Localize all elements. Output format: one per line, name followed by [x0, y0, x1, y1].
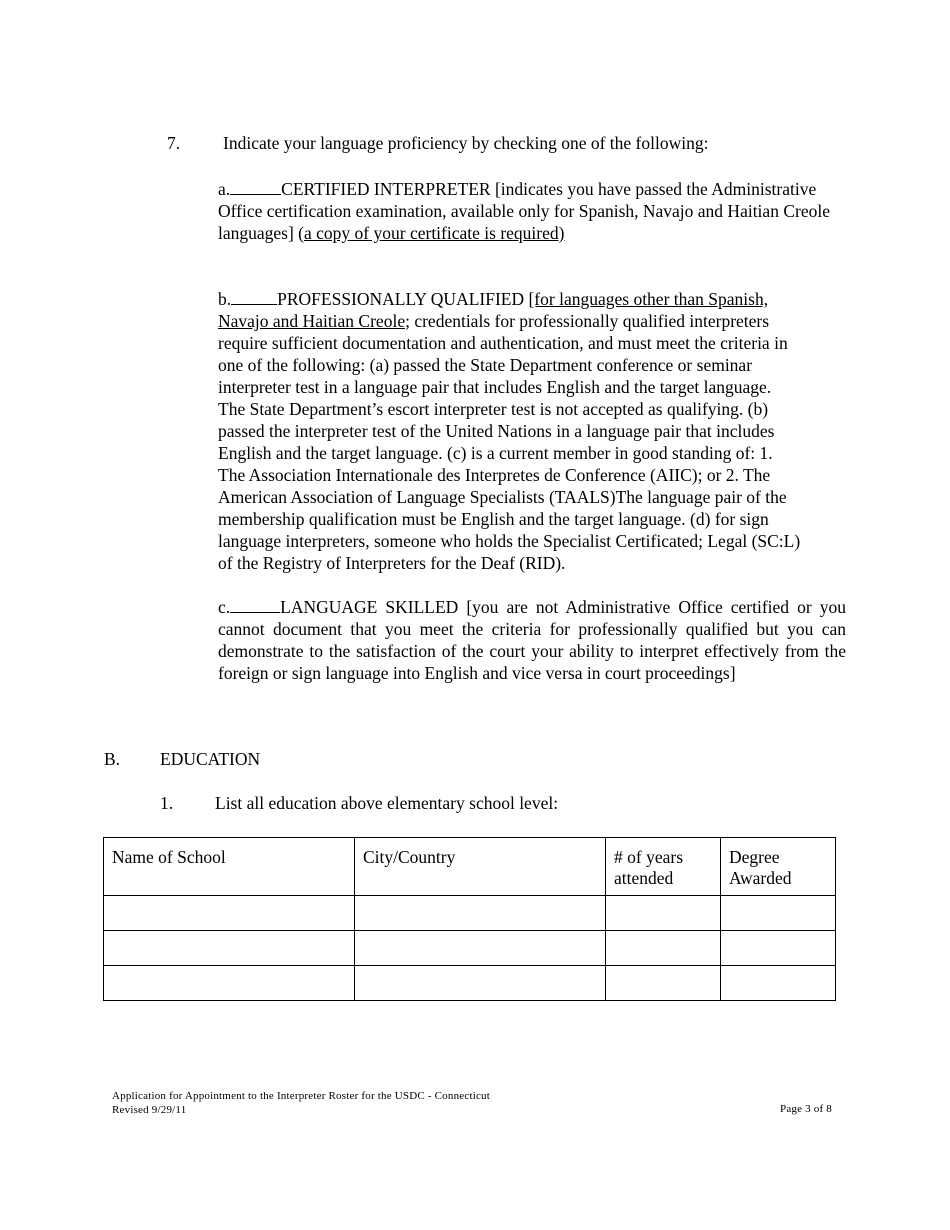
- table-row: [104, 896, 836, 931]
- footer-revised-date: Revised 9/29/11: [112, 1104, 187, 1116]
- school-name-cell[interactable]: [104, 966, 355, 1001]
- option-b-text: require sufficient documentation and authentication, and must meet the criteria in: [218, 333, 788, 353]
- option-a-requirement-note: a copy of your certificate is required): [304, 223, 565, 243]
- option-a-label: CERTIFIED INTERPRETER: [281, 179, 491, 199]
- option-c-prefix: c.: [218, 597, 231, 617]
- option-a-text-plain: languages] (: [218, 223, 305, 243]
- option-b-text: passed the interpreter test of the United Nations in a language pair that includes: [218, 421, 775, 441]
- option-a-line-3: [218, 222, 846, 244]
- option-b-text: of the Registry of Interpreters for the Deaf (RID).: [218, 553, 566, 573]
- option-language-skilled: [218, 596, 846, 684]
- option-b-text: language interpreters, someone who holds the Specialist Certificated; Legal (SC:L): [218, 531, 801, 551]
- option-b-checkbox-blank[interactable]: [231, 288, 277, 305]
- page-footer: [112, 1089, 490, 1117]
- option-c-checkbox-blank[interactable]: [230, 596, 280, 613]
- option-b-text: membership qualification must be English and the target language. (d) for sign: [218, 509, 769, 529]
- option-b-line-1: [218, 288, 846, 310]
- option-b-label: PROFESSIONALLY QUALIFIED: [277, 289, 529, 309]
- city-country-cell[interactable]: [355, 966, 606, 1001]
- footer-title: Application for Appointment to the Interpreter Roster for the USDC - Connecticut: [112, 1090, 491, 1102]
- degree-awarded-cell[interactable]: [721, 896, 836, 931]
- header-years-attended: # of years attended: [606, 838, 721, 896]
- page-number: Page 3 of 8: [780, 1103, 832, 1115]
- option-a-checkbox-blank[interactable]: [230, 178, 281, 195]
- header-city-country: City/Country: [355, 838, 606, 896]
- table-row: [104, 966, 836, 1001]
- option-c-paragraph: [218, 596, 846, 684]
- question-number: 7.: [167, 133, 181, 153]
- option-b-language-note: [for languages other than Spanish,: [528, 289, 769, 309]
- header-name-of-school: Name of School: [104, 838, 355, 896]
- option-b-language-note-cont: Navajo and Haitian Creole: [218, 311, 406, 331]
- option-a-line-1: [218, 178, 846, 200]
- option-a-line-2: Office certification examination, available only for Spanish, Navajo and Haitian Creole: [218, 201, 830, 221]
- option-certified-interpreter: [218, 178, 846, 244]
- table-row: [104, 931, 836, 966]
- option-professionally-qualified: [218, 288, 846, 574]
- item-prompt: List all education above elementary school level:: [215, 793, 559, 813]
- header-degree-awarded: Degree Awarded: [721, 838, 836, 896]
- education-table: [103, 837, 836, 1001]
- option-a-prefix: a.: [218, 179, 231, 199]
- city-country-cell[interactable]: [355, 896, 606, 931]
- section-letter: B.: [104, 749, 121, 769]
- years-attended-cell[interactable]: [606, 931, 721, 966]
- option-a-text: [indicates you have passed the Administrative: [490, 179, 817, 199]
- option-c-label: LANGUAGE SKILLED: [280, 597, 459, 617]
- option-b-prefix: b.: [218, 289, 232, 309]
- option-b-text: English and the target language. (c) is a current member in good standing of: 1.: [218, 443, 773, 463]
- option-b-text: ; credentials for professionally qualified interpreters: [405, 311, 770, 331]
- option-b-text: one of the following: (a) passed the State Department conference or seminar: [218, 355, 753, 375]
- item-number: 1.: [160, 793, 174, 813]
- option-b-text: The State Department’s escort interpreter test is not accepted as qualifying. (b): [218, 399, 769, 419]
- city-country-cell[interactable]: [355, 931, 606, 966]
- table-header-row: [104, 838, 836, 896]
- option-b-text: American Association of Language Specialists (TAALS)The language pair of the: [218, 487, 787, 507]
- school-name-cell[interactable]: [104, 931, 355, 966]
- option-b-text: The Association Internationale des Interpretes de Conference (AIIC); or 2. The: [218, 465, 771, 485]
- school-name-cell[interactable]: [104, 896, 355, 931]
- question-prompt: Indicate your language proficiency by checking one of the following:: [223, 133, 709, 153]
- years-attended-cell[interactable]: [606, 896, 721, 931]
- option-b-text: interpreter test in a language pair that includes English and the target language.: [218, 377, 772, 397]
- degree-awarded-cell[interactable]: [721, 931, 836, 966]
- degree-awarded-cell[interactable]: [721, 966, 836, 1001]
- section-title: EDUCATION: [160, 749, 261, 769]
- option-b-line-2: [218, 310, 846, 332]
- option-c-text: [you are not Administrative Office certified or you cannot document that you meet the criteria for professionally qualified but you can demonstrate to the satisfaction of the court your ability to interpret effectively from the foreign or sign language into English and vice versa in court proceedings]: [218, 597, 846, 683]
- years-attended-cell[interactable]: [606, 966, 721, 1001]
